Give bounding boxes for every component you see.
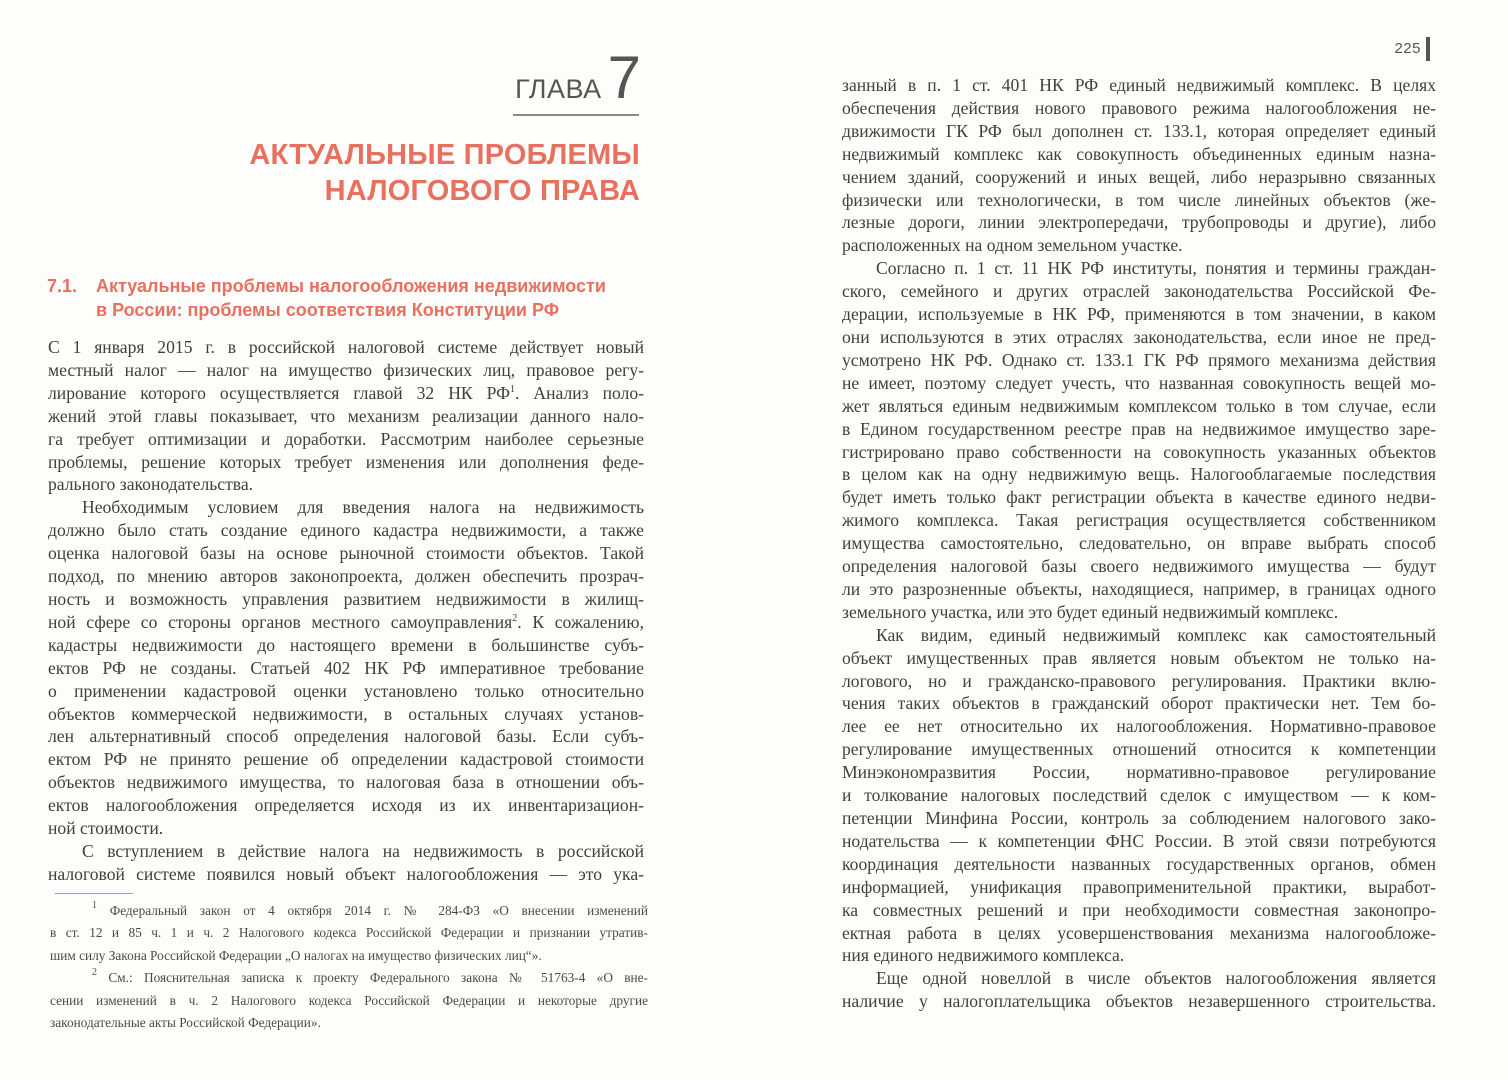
text-line: оценка налоговой базы на основе рыночной стоимости объектов. Такой bbox=[48, 543, 644, 564]
text-line: в Едином государственном реестре прав на недвижимое имущество заре- bbox=[842, 418, 1436, 439]
text-line: недвижимый комплекс как совокупность объединенных единым назна- bbox=[842, 143, 1436, 164]
text-line: дерации, используемые в НК РФ, применяются в том значении, в каком bbox=[842, 304, 1436, 325]
text-fragment: . К сожалению, bbox=[517, 611, 644, 632]
footnote-ref[interactable]: 2 bbox=[512, 612, 518, 624]
text-line: гистрировано право собственности на совокупность указанных объектов bbox=[842, 441, 1436, 462]
text-line: информацией, унификация правоприменительной практики, выработ- bbox=[842, 876, 1436, 897]
chapter-label bbox=[505, 44, 641, 111]
text-line: кадастры недвижимости до настоящего времени в большинстве субъ- bbox=[48, 634, 644, 655]
text-line: местный налог — налог на имущество физических лиц, правовое регу- bbox=[48, 359, 644, 380]
paragraph bbox=[842, 624, 1436, 968]
paragraph bbox=[842, 967, 1436, 1013]
chapter-title-line: АКТУАЛЬНЫЕ ПРОБЛЕМЫ bbox=[249, 139, 640, 171]
paragraph bbox=[48, 336, 644, 496]
right-body-text bbox=[842, 74, 1436, 1013]
footnote-number: 2 bbox=[92, 967, 97, 979]
page-number: 225 bbox=[1394, 40, 1421, 57]
text-line: должно было стать создание единого кадастра недвижимости, а также bbox=[48, 520, 644, 541]
text-line: расположенных на одном земельном участке. bbox=[842, 235, 1183, 256]
text-line: жимого комплекса. Такая регистрация осуществляется собственником bbox=[842, 510, 1436, 531]
footnote-line: законодательные акты Российской Федерации». bbox=[50, 1015, 321, 1031]
text-line: имущества самостоятельно, следовательно, он вправе выбрать способ bbox=[842, 533, 1436, 554]
section-title-line: в России: проблемы соответствия Конституции РФ bbox=[96, 300, 560, 320]
text-line: ектная работа в целях усовершенствования механизма налогообложе- bbox=[842, 922, 1436, 943]
text-fragment: ной сфере со стороны органов местного самоуправления bbox=[48, 611, 513, 632]
footnotes bbox=[50, 900, 648, 1034]
text-line: лен альтернативный способ определения налоговой базы. Если субъ- bbox=[48, 726, 644, 747]
text-line: ектов налогообложения определяется исходя из их инвентаризацион- bbox=[48, 795, 644, 816]
text-line: проблемы, решение которых требует изменения или дополнения феде- bbox=[48, 451, 644, 472]
text-line: координация деятельности названных государственных органов, обмен bbox=[842, 853, 1436, 874]
section-title-line: Актуальные проблемы налогообложения недвижимости bbox=[96, 276, 606, 296]
text-line: жений этой главы показывает, что механизм реализации данного нало- bbox=[48, 405, 644, 426]
text-line: налоговой системе появился новый объект налогообложения — это ука- bbox=[48, 863, 644, 884]
text-line: земельного участка, или это будет единый недвижимый комплекс. bbox=[842, 601, 1339, 622]
text-line: Еще одной новеллой в числе объектов налогообложения является bbox=[876, 968, 1436, 989]
text-line: Согласно п. 1 ст. 11 НК РФ институты, понятия и термины граждан- bbox=[876, 258, 1436, 279]
right-page bbox=[754, 0, 1508, 1080]
text-line: занный в п. 1 ст. 401 НК РФ единый недвижимый комплекс. В целях bbox=[842, 75, 1436, 95]
footnote bbox=[50, 900, 648, 967]
text-line: жет являться единым недвижимым комплексом только в том случае, если bbox=[842, 395, 1436, 416]
text-fragment: лирование которого осуществляется главой 32 НК РФ bbox=[48, 382, 510, 403]
text-line bbox=[48, 611, 644, 634]
page-number-marker bbox=[1426, 37, 1430, 61]
footnote-line bbox=[50, 900, 648, 922]
section-heading bbox=[47, 274, 647, 322]
paragraph bbox=[48, 496, 644, 840]
text-line: ли это разрозненные объекты, находящиеся, например, в границах одного bbox=[842, 578, 1436, 599]
paragraph bbox=[48, 840, 644, 886]
text-line: чением зданий, сооружений и иных вещей, либо неразрывно связанных bbox=[842, 166, 1436, 187]
text-line: не имеет, поэтому следует учесть, что названная совокупность вещей мо- bbox=[842, 372, 1436, 393]
text-line: объектов коммерческой недвижимости, в остальных случаях установ- bbox=[48, 703, 644, 724]
chapter-title bbox=[120, 137, 640, 209]
text-line: о применении кадастровой оценки установлено только относительно bbox=[48, 680, 644, 701]
footnote-line bbox=[50, 967, 648, 989]
text-line: подход, по мнению авторов законопроекта, должен обеспечить прозрач- bbox=[48, 566, 644, 587]
footnote-line: сении изменений в ч. 2 Налогового кодекса Российской Федерации и некоторые другие bbox=[50, 992, 648, 1008]
text-line: ка совместных решений и при необходимости совместная законопро- bbox=[842, 899, 1436, 920]
footnote-line: шим силу Закона Российской Федерации „О налогах на имущество физических лиц“». bbox=[50, 947, 542, 963]
section-number: 7.1. bbox=[47, 276, 78, 296]
text-line: Минэкономразвития России, нормативно-правовое регулирование bbox=[842, 762, 1436, 783]
text-line: ектом РФ не принято решение об определении кадастровой стоимости bbox=[48, 749, 644, 770]
text-line: чения таких объектов в гражданский оборот практически нет. Тем бо- bbox=[842, 693, 1436, 714]
text-line bbox=[48, 382, 644, 405]
text-line: га требует оптимизации и доработки. Рассмотрим наиболее серьезные bbox=[48, 428, 644, 449]
text-line: усмотрено НК РФ. Однако ст. 133.1 ГК РФ прямого механизма действия bbox=[842, 349, 1436, 370]
text-line: ского, семейного и других отраслей законодательства Российской Фе- bbox=[842, 281, 1436, 302]
text-line: С 1 января 2015 г. в российской налоговой системе действует новый bbox=[48, 337, 644, 357]
chapter-number: 7 bbox=[607, 44, 641, 111]
text-line: рального законодательства. bbox=[48, 474, 254, 495]
text-line: движимости ГК РФ был дополнен ст. 133.1, которая определяет единый bbox=[842, 120, 1436, 141]
footnote-divider bbox=[55, 893, 133, 894]
text-line: определения налоговой базы своего недвижимого имущества — будут bbox=[842, 556, 1436, 577]
chapter-word: ГЛАВА bbox=[515, 74, 602, 104]
chapter-divider bbox=[513, 114, 639, 116]
text-line: объект имущественных прав является новым объектом не только на- bbox=[842, 647, 1436, 668]
text-line: логового, но и гражданско-правового регулирования. Практики вклю- bbox=[842, 670, 1436, 691]
footnote-number: 1 bbox=[92, 900, 97, 911]
paragraph bbox=[842, 74, 1436, 257]
text-line: ния единого недвижимого комплекса. bbox=[842, 945, 1125, 966]
text-line: они используются в этих отраслях законодательства, если иное не пред- bbox=[842, 326, 1436, 347]
text-line: будет иметь только факт регистрации объекта в качестве единого недви- bbox=[842, 487, 1436, 508]
text-line: ной стоимости. bbox=[48, 818, 164, 839]
text-line: нодательства — к компетенции ФНС России. В этой связи потребуются bbox=[842, 830, 1436, 851]
text-line: ектов РФ не созданы. Статьей 402 НК РФ императивное требование bbox=[48, 657, 644, 678]
footnote-line: в ст. 12 и 85 ч. 1 и ч. 2 Налогового кодекса Российской Федерации и признании утратив- bbox=[50, 925, 648, 941]
footnote-ref[interactable]: 1 bbox=[510, 383, 515, 395]
text-line: лее ее нет относительно их налогообложения. Нормативно-правовое bbox=[842, 716, 1436, 737]
paragraph bbox=[842, 257, 1436, 624]
text-line: Необходимым условием для введения налога на недвижимость bbox=[82, 497, 644, 518]
text-fragment: См.: Пояснительная записка к проекту Федерального закона № 51763-4 «О вне- bbox=[108, 970, 648, 986]
text-line: и толкование налоговых последствий сделок с имуществом — к ком- bbox=[842, 785, 1436, 806]
text-line: петенции Минфина России, контроль за соблюдением налогового зако- bbox=[842, 808, 1436, 828]
left-body-text bbox=[48, 336, 644, 886]
text-line: физически или технологически, в том числе линейных объектов (же- bbox=[842, 189, 1436, 210]
text-fragment: . Анализ поло- bbox=[515, 382, 644, 403]
text-line: регулирование имущественных отношений относится к компетенции bbox=[842, 739, 1436, 760]
text-line: С вступлением в действие налога на недвижимость в российской bbox=[82, 840, 644, 861]
footnote bbox=[50, 967, 648, 1034]
text-line: в целом как на одну недвижимую вещь. Налогооблагаемые последствия bbox=[842, 464, 1436, 485]
text-line: Как видим, единый недвижимый комплекс как самостоятельный bbox=[876, 624, 1436, 645]
text-line: наличие у налогоплательщика объектов незавершенного строительства. bbox=[842, 991, 1436, 1012]
text-line: обеспечения действия нового правового режима налогообложения не- bbox=[842, 97, 1436, 118]
text-fragment: Федеральный закон от 4 октября 2014 г. № 284-ФЗ «О внесении изменений bbox=[109, 903, 648, 918]
text-line: лезные дороги, линии электропередачи, трубопроводы и другие), либо bbox=[842, 212, 1436, 233]
text-line: объектов недвижимого имущества, то налоговая база в отношении объ- bbox=[48, 772, 644, 793]
text-line: ность и возможность управления развитием недвижимости в жилищ- bbox=[48, 588, 644, 609]
chapter-title-line: НАЛОГОВОГО ПРАВА bbox=[324, 175, 640, 207]
